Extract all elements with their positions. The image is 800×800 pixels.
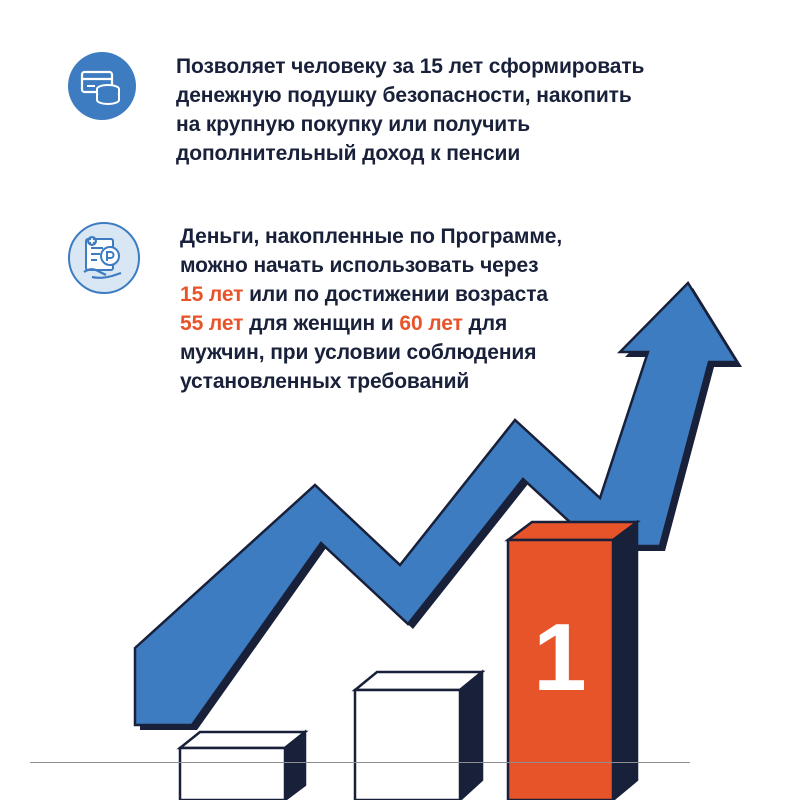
text-segment: мужчин, при условии соблюдения [180,341,537,364]
accent-term-55-years: 55 лет [180,312,244,335]
bar-first-place-label: 1 [533,604,587,711]
bullet-item-1 [68,52,644,168]
bullet-1-line-3: на крупную покупку или получить [176,113,531,136]
card-and-coins-icon [68,52,136,120]
text-segment: Деньги, накопленные по Программе, [180,225,563,248]
bullet-1-line-1: Позволяет человеку за 15 лет сформировать [176,55,645,78]
accent-term-60-years: 60 лет [399,312,463,335]
text-segment: или по достижении возраста [243,283,548,306]
bullet-2-line-1 [180,222,562,251]
bullet-1-line-2: денежную подушку безопасности, накопить [176,84,632,107]
bullet-2-line-2 [180,251,562,280]
bullet-2-line-5 [180,338,562,367]
bullet-text-1 [176,52,644,168]
hand-with-ruble-document-icon [68,222,140,294]
bar-third-place [180,732,305,800]
bullet-2-line-6 [180,367,562,396]
text-segment: установленных требований [180,370,470,393]
bullet-1-line-4: дополнительный доход к пенсии [176,142,521,165]
bullet-2-line-3 [180,280,562,309]
bar-first-place [508,522,637,800]
baseline-divider [30,762,690,763]
bullet-2-line-4 [180,309,562,338]
bullet-item-2 [68,222,562,396]
text-segment: можно начать использовать через [180,254,539,277]
bar-second-place [355,672,482,800]
text-segment: для женщин и [243,312,400,335]
bullet-text-2 [180,222,562,396]
text-segment: для [462,312,508,335]
accent-term-15-years: 15 лет [180,283,244,306]
